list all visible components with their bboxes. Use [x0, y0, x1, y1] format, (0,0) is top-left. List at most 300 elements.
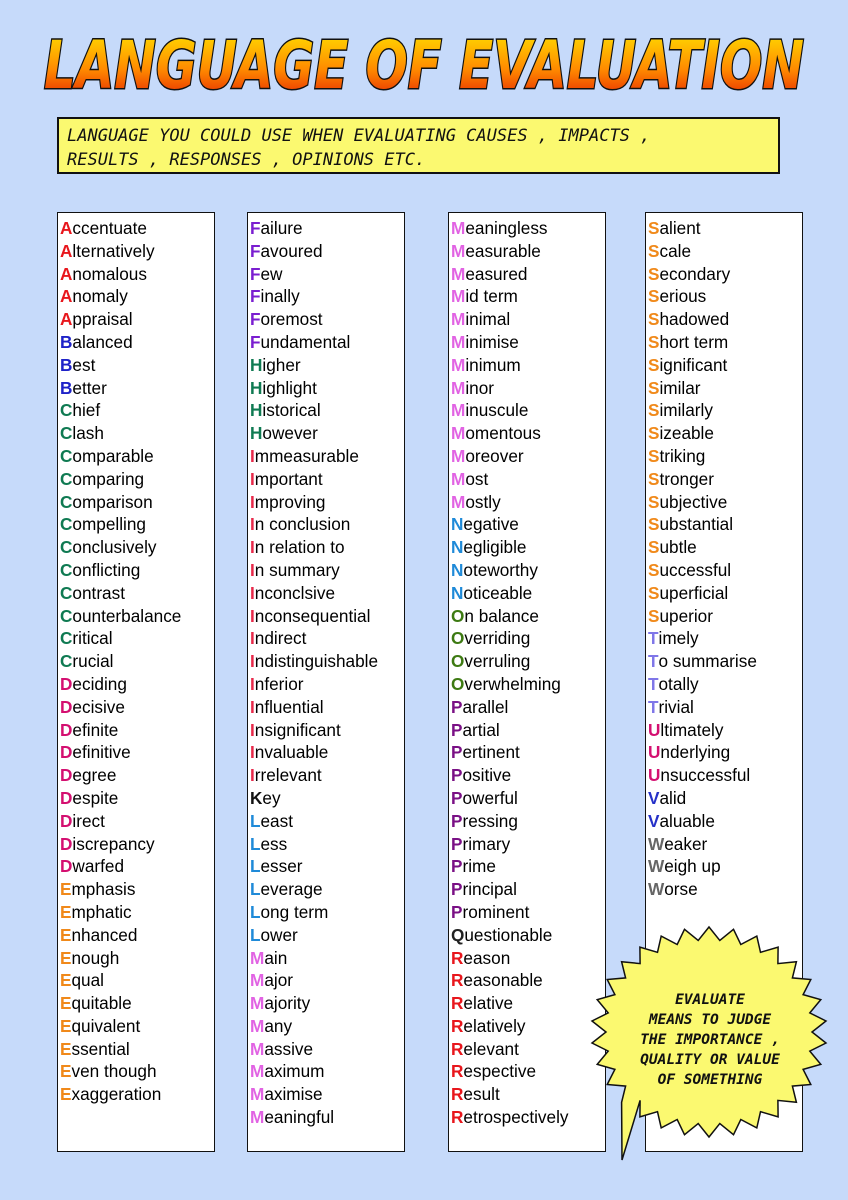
word-rest: ubstantial: [659, 514, 734, 535]
word-rest: ompelling: [72, 514, 146, 535]
word-item: [451, 331, 605, 354]
word-initial: F: [250, 309, 261, 330]
word-rest: imely: [658, 628, 699, 649]
word-initial: M: [451, 423, 466, 444]
word-item: [60, 240, 214, 263]
word-item: [250, 377, 404, 400]
word-rest: mphatic: [71, 901, 132, 922]
word-rest: ew: [260, 263, 283, 284]
word-rest: mphasis: [71, 879, 136, 900]
word-rest: verriding: [464, 628, 531, 649]
word-item: [648, 399, 802, 422]
word-item: [648, 650, 802, 673]
word-rest: istorical: [262, 400, 321, 421]
word-initial: P: [451, 856, 463, 877]
word-item: [250, 240, 404, 263]
word-initial: O: [451, 628, 465, 649]
word-rest: undamental: [260, 331, 351, 352]
word-item: [250, 741, 404, 764]
word-rest: ess: [260, 833, 288, 854]
word-initial: Q: [451, 924, 465, 945]
word-rest: uccessful: [659, 559, 732, 580]
word-rest: iscrepancy: [72, 833, 155, 854]
word-item: [648, 331, 802, 354]
word-initial: C: [60, 651, 73, 672]
word-rest: triking: [659, 445, 706, 466]
word-rest: nfluential: [254, 696, 324, 717]
word-rest: etrospectively: [463, 1107, 569, 1128]
word-item: [250, 855, 404, 878]
word-initial: M: [451, 331, 466, 352]
word-initial: N: [451, 559, 464, 580]
word-rest: inally: [260, 286, 300, 307]
word-item: [250, 833, 404, 856]
word-initial: P: [451, 833, 463, 854]
word-initial: E: [60, 1015, 72, 1036]
word-initial: N: [451, 514, 464, 535]
word-initial: S: [648, 354, 660, 375]
word-rest: eciding: [72, 673, 127, 694]
word-initial: P: [451, 696, 463, 717]
word-item: [60, 377, 214, 400]
word-rest: ostly: [465, 491, 501, 512]
word-rest: rivial: [658, 696, 694, 717]
word-initial: E: [60, 1061, 72, 1082]
word-rest: uestionable: [464, 924, 553, 945]
word-rest: any: [264, 1015, 293, 1036]
word-rest: omparing: [72, 468, 145, 489]
word-initial: W: [648, 856, 665, 877]
word-rest: quivalent: [71, 1015, 141, 1036]
word-initial: D: [60, 742, 73, 763]
page-title: [0, 8, 848, 108]
word-item: [60, 833, 214, 856]
word-item: [60, 559, 214, 582]
word-initial: U: [648, 765, 661, 786]
word-item: [451, 650, 605, 673]
word-rest: espective: [463, 1061, 537, 1082]
word-rest: lternatively: [72, 240, 155, 261]
word-item: [60, 399, 214, 422]
word-item: [451, 605, 605, 628]
word-initial: R: [451, 1084, 464, 1105]
word-rest: hort term: [659, 331, 729, 352]
word-rest: ndistinguishable: [254, 651, 379, 672]
word-initial: R: [451, 1038, 464, 1059]
word-rest: nomaly: [72, 286, 128, 307]
word-item: [451, 833, 605, 856]
word-initial: C: [60, 628, 73, 649]
word-initial: M: [250, 1015, 265, 1036]
word-initial: O: [451, 673, 465, 694]
word-item: [451, 491, 605, 514]
word-item: [451, 764, 605, 787]
word-item: [60, 1015, 214, 1038]
word-initial: S: [648, 423, 660, 444]
word-initial: M: [451, 309, 466, 330]
callout-text: EVALUATE MEANS TO JUDGE THE IMPORTANCE , QUALITY OR VALUE OF SOMETHING: [640, 992, 780, 1088]
word-rest: rincipal: [462, 879, 517, 900]
word-item: [60, 605, 214, 628]
word-item: [250, 491, 404, 514]
word-initial: S: [648, 582, 660, 603]
word-initial: F: [250, 331, 261, 352]
word-item: [451, 263, 605, 286]
word-item: [250, 719, 404, 742]
word-initial: E: [60, 1084, 72, 1105]
word-rest: ost: [465, 468, 489, 489]
word-item: [60, 491, 214, 514]
word-initial: L: [250, 924, 261, 945]
word-initial: S: [648, 263, 660, 284]
word-initial: R: [451, 947, 464, 968]
word-rest: ppraisal: [72, 309, 133, 330]
word-item: [648, 810, 802, 833]
word-initial: I: [250, 719, 255, 740]
word-item: [451, 422, 605, 445]
word-initial: I: [250, 445, 255, 466]
word-item: [60, 924, 214, 947]
word-rest: oremost: [260, 309, 323, 330]
word-rest: inuscule: [465, 400, 529, 421]
word-initial: M: [250, 993, 265, 1014]
word-initial: F: [250, 240, 261, 261]
word-item: [451, 719, 605, 742]
word-item: [648, 445, 802, 468]
word-item: [250, 901, 404, 924]
word-initial: N: [451, 537, 464, 558]
word-initial: D: [60, 673, 73, 694]
word-initial: P: [451, 719, 463, 740]
word-item: [451, 399, 605, 422]
word-item: [60, 1083, 214, 1106]
word-rest: nsuccessful: [660, 765, 751, 786]
word-rest: ressing: [462, 810, 518, 831]
word-rest: rrelevant: [254, 765, 322, 786]
word-rest: ccentuate: [72, 218, 147, 238]
word-initial: W: [648, 879, 665, 900]
word-item: [60, 627, 214, 650]
word-rest: rime: [462, 856, 496, 877]
word-initial: S: [648, 514, 660, 535]
word-initial: C: [60, 445, 73, 466]
word-rest: n balance: [464, 605, 539, 626]
word-item: [60, 354, 214, 377]
word-rest: ositive: [462, 765, 512, 786]
word-item: [60, 536, 214, 559]
word-rest: eaker: [664, 833, 708, 854]
word-item: [250, 399, 404, 422]
word-initial: P: [451, 765, 463, 786]
word-item: [60, 719, 214, 742]
word-rest: irect: [72, 810, 105, 831]
word-item: [648, 627, 802, 650]
word-rest: cale: [659, 240, 691, 261]
word-rest: inimise: [465, 331, 519, 352]
word-initial: D: [60, 765, 73, 786]
word-rest: hief: [72, 400, 101, 421]
word-rest: ndirect: [254, 628, 307, 649]
word-rest: imilar: [659, 377, 701, 398]
word-rest: espite: [72, 787, 119, 808]
word-rest: elatively: [463, 1015, 526, 1036]
word-rest: nferior: [254, 673, 304, 694]
word-rest: egative: [463, 514, 519, 535]
word-rest: ltimately: [660, 719, 724, 740]
word-initial: M: [451, 400, 466, 421]
word-initial: U: [648, 742, 661, 763]
word-rest: inimal: [465, 309, 511, 330]
word-initial: M: [250, 970, 265, 991]
word-initial: C: [60, 514, 73, 535]
word-item: [648, 719, 802, 742]
word-item: [60, 787, 214, 810]
word-rest: alanced: [72, 331, 133, 352]
word-rest: est: [72, 354, 96, 375]
word-initial: B: [60, 331, 73, 352]
word-rest: n conclusion: [254, 514, 351, 535]
word-initial: I: [250, 582, 255, 603]
word-initial: M: [451, 286, 466, 307]
word-initial: M: [451, 468, 466, 489]
word-rest: warfed: [72, 856, 125, 877]
word-initial: H: [250, 354, 263, 375]
word-initial: S: [648, 559, 660, 580]
word-item: [648, 582, 802, 605]
word-rest: nconsequential: [254, 605, 371, 626]
word-rest: ighlight: [262, 377, 317, 398]
word-item: [250, 605, 404, 628]
word-item: [250, 445, 404, 468]
word-rest: nhanced: [71, 924, 138, 945]
word-initial: A: [60, 309, 73, 330]
word-initial: R: [451, 970, 464, 991]
word-initial: E: [60, 924, 72, 945]
word-initial: B: [60, 354, 73, 375]
word-rest: ontrast: [72, 582, 125, 603]
word-initial: E: [60, 993, 72, 1014]
word-list: [646, 213, 802, 901]
word-item: [60, 673, 214, 696]
word-initial: D: [60, 696, 73, 717]
word-initial: M: [451, 263, 466, 284]
word-item: [451, 308, 605, 331]
word-initial: F: [250, 218, 261, 238]
word-rest: inimum: [465, 354, 521, 375]
word-rest: omparable: [72, 445, 154, 466]
word-rest: ertinent: [462, 742, 520, 763]
word-initial: N: [451, 582, 464, 603]
word-item: [250, 696, 404, 719]
word-item: [451, 445, 605, 468]
word-rest: ubtle: [659, 537, 697, 558]
word-rest: easurable: [465, 240, 541, 261]
word-initial: O: [451, 605, 465, 626]
word-rest: alient: [659, 218, 701, 238]
word-rest: mmeasurable: [254, 445, 359, 466]
word-rest: east: [260, 810, 293, 831]
word-rest: ong term: [260, 901, 329, 922]
word-item: [60, 810, 214, 833]
word-item: [60, 513, 214, 536]
word-item: [250, 1038, 404, 1061]
word-rest: n relation to: [254, 537, 345, 558]
word-item: [451, 240, 605, 263]
word-rest: ignificant: [659, 354, 728, 375]
word-list: [248, 213, 404, 1129]
word-rest: mproving: [254, 491, 326, 512]
word-rest: artial: [462, 719, 500, 740]
word-initial: E: [60, 970, 72, 991]
word-item: [451, 696, 605, 719]
word-initial: R: [451, 1015, 464, 1036]
word-initial: C: [60, 559, 73, 580]
word-item: [648, 263, 802, 286]
word-item: [250, 354, 404, 377]
word-initial: O: [451, 651, 465, 672]
word-initial: C: [60, 537, 73, 558]
word-initial: U: [648, 719, 661, 740]
word-item: [648, 536, 802, 559]
word-rest: imilarly: [659, 400, 713, 421]
word-item: [451, 673, 605, 696]
word-initial: T: [648, 696, 659, 717]
word-rest: ssential: [71, 1038, 130, 1059]
word-initial: M: [250, 1084, 265, 1105]
word-item: [648, 240, 802, 263]
word-initial: E: [60, 879, 72, 900]
word-rest: uperficial: [659, 582, 729, 603]
word-initial: C: [60, 400, 73, 421]
word-item: [60, 764, 214, 787]
word-item: [648, 559, 802, 582]
word-rest: ower: [260, 924, 298, 945]
word-rest: easonable: [463, 970, 543, 991]
word-initial: V: [648, 810, 660, 831]
word-item: [250, 924, 404, 947]
word-item: [250, 559, 404, 582]
word-item: [451, 354, 605, 377]
word-item: [60, 696, 214, 719]
word-rest: nough: [71, 947, 120, 968]
word-rest: eaningless: [465, 218, 548, 238]
word-rest: owerful: [462, 787, 518, 808]
word-initial: I: [250, 491, 255, 512]
word-initial: P: [451, 901, 463, 922]
word-initial: M: [250, 947, 265, 968]
word-initial: D: [60, 833, 73, 854]
word-item: [250, 263, 404, 286]
word-initial: M: [250, 1038, 265, 1059]
word-rest: oteworthy: [463, 559, 538, 580]
word-item: [60, 1060, 214, 1083]
word-rest: hadowed: [659, 309, 730, 330]
word-initial: P: [451, 810, 463, 831]
word-rest: assive: [264, 1038, 314, 1059]
word-item: [451, 513, 605, 536]
word-initial: I: [250, 468, 255, 489]
word-initial: C: [60, 491, 73, 512]
word-rest: nconclsive: [254, 582, 336, 603]
word-rest: eigh up: [664, 856, 721, 877]
word-item: [648, 855, 802, 878]
word-item: [250, 764, 404, 787]
word-item: [648, 422, 802, 445]
word-rest: egree: [72, 765, 117, 786]
word-initial: M: [250, 1107, 265, 1128]
word-initial: A: [60, 286, 73, 307]
word-item: [451, 787, 605, 810]
word-rest: eason: [463, 947, 511, 968]
word-item: [60, 468, 214, 491]
word-item: [60, 969, 214, 992]
word-rest: tronger: [659, 468, 714, 489]
word-item: [648, 605, 802, 628]
word-item: [250, 1106, 404, 1129]
word-item: [60, 331, 214, 354]
word-initial: I: [250, 742, 255, 763]
word-rest: esult: [463, 1084, 500, 1105]
word-item: [451, 627, 605, 650]
word-initial: D: [60, 810, 73, 831]
word-initial: C: [60, 582, 73, 603]
word-initial: C: [60, 423, 73, 444]
word-item: [648, 513, 802, 536]
word-rest: otally: [658, 673, 699, 694]
word-rest: aximise: [264, 1084, 323, 1105]
word-item: [250, 217, 404, 240]
word-item: [250, 1060, 404, 1083]
word-rest: ounterbalance: [72, 605, 182, 626]
word-initial: M: [250, 1061, 265, 1082]
word-item: [648, 673, 802, 696]
word-initial: F: [250, 286, 261, 307]
word-rest: ailure: [260, 218, 303, 238]
word-list: [58, 213, 214, 1106]
word-rest: erious: [659, 286, 707, 307]
word-item: [60, 263, 214, 286]
word-item: [60, 650, 214, 673]
word-initial: A: [60, 263, 73, 284]
word-rest: aximum: [264, 1061, 325, 1082]
word-rest: easured: [465, 263, 528, 284]
word-initial: P: [451, 742, 463, 763]
word-item: [451, 559, 605, 582]
word-initial: E: [60, 947, 72, 968]
word-item: [250, 969, 404, 992]
word-initial: M: [451, 240, 466, 261]
word-rest: lash: [72, 423, 104, 444]
word-initial: L: [250, 833, 261, 854]
word-rest: efinite: [72, 719, 119, 740]
word-item: [60, 947, 214, 970]
word-rest: igher: [262, 354, 301, 375]
word-item: [648, 468, 802, 491]
word-rest: ain: [264, 947, 288, 968]
word-item: [250, 673, 404, 696]
word-item: [250, 468, 404, 491]
word-item: [648, 377, 802, 400]
word-rest: xaggeration: [71, 1084, 162, 1105]
word-initial: T: [648, 673, 659, 694]
word-rest: avoured: [260, 240, 323, 261]
word-item: [451, 536, 605, 559]
word-rest: rucial: [72, 651, 114, 672]
word-initial: R: [451, 1107, 464, 1128]
word-initial: S: [648, 445, 660, 466]
word-initial: E: [60, 1038, 72, 1059]
word-item: [60, 741, 214, 764]
